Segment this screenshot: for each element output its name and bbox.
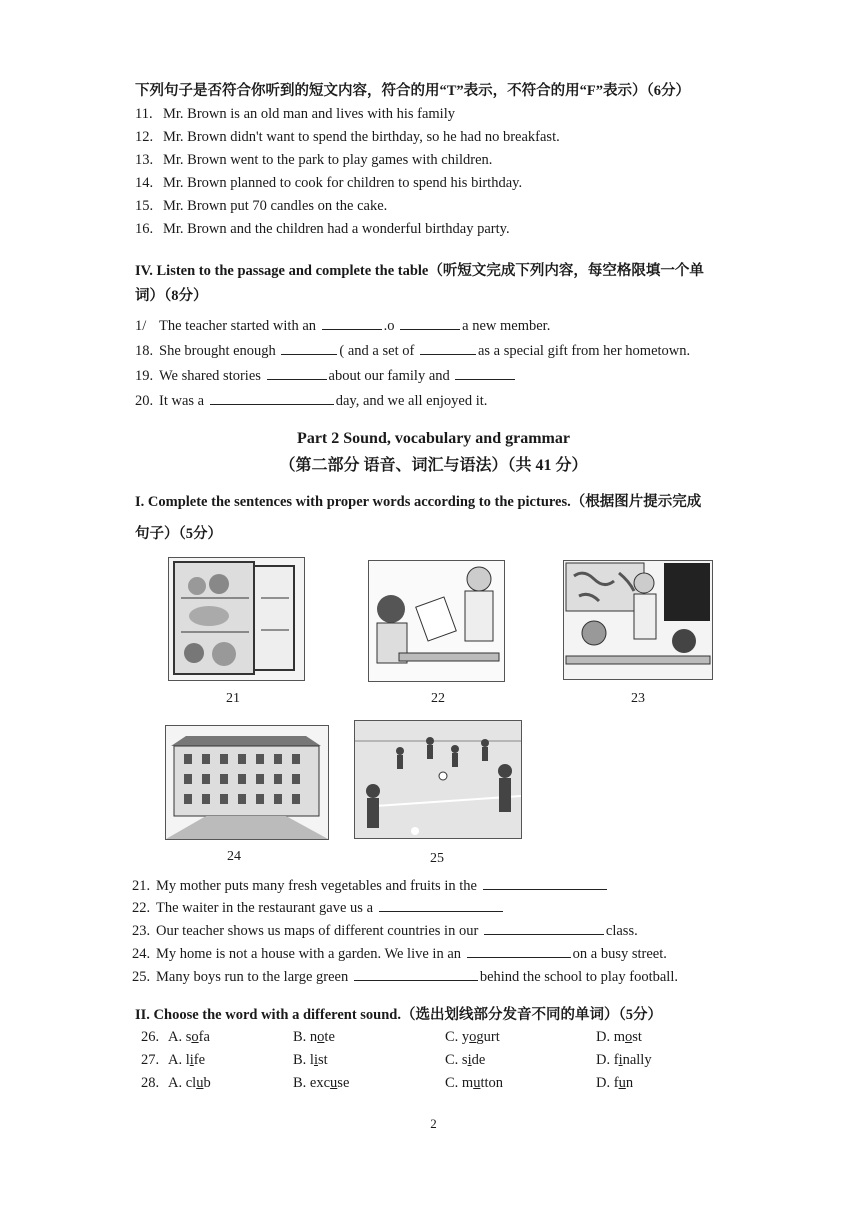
waiter-icon [369,561,504,681]
fill-question-25: 25. Many boys run to the large green behind the school to play football. [132,966,678,986]
football-field-picture [354,720,522,839]
page-number: 2 [430,1116,437,1131]
option-d[interactable]: D. finally [596,1052,652,1068]
answer-blank[interactable] [210,390,334,405]
section-i-heading: I. Complete the sentences with proper words according to the pictures.（根据图片提示完成 [135,494,702,510]
question-number: 28. [141,1075,160,1091]
option-a[interactable]: A. life [168,1052,206,1068]
fill-question-23: 23. Our teacher shows us maps of different countries in our class. [132,920,638,940]
part-subtitle: （第二部分 语音、词汇与语法）（共 41 分） [279,457,588,474]
fridge-icon [169,558,304,680]
option-b[interactable]: B. excuse [293,1075,350,1091]
picture-label: 25 [430,851,444,866]
question-number: 27. [141,1052,160,1068]
fill-question-20: 20. It was a day, and we all enjoyed it. [135,390,487,410]
tf-instruction: 下列句子是否符合你听到的短文内容，符合的用“T”表示，不符合的用“F”表示）（6分） [135,83,691,99]
section-ii-heading: II. Choose the word with a different sound.（选出划线部分发音不同的单词）（5分） [135,1007,662,1023]
picture-label: 24 [227,849,241,864]
section-i-heading-cont: 句子）（5分） [135,526,222,542]
option-c[interactable]: C. side [445,1052,486,1068]
tf-item: 13. Mr. Brown went to the park to play games with children. [135,152,493,168]
answer-blank[interactable] [281,340,337,355]
option-a[interactable]: A. club [168,1075,211,1091]
picture-label: 23 [631,691,645,706]
fill-question-21: 21. My mother puts many fresh vegetables and fruits in the [132,875,609,895]
football-icon [355,721,521,838]
part-title: Part 2 Sound, vocabulary and grammar [297,430,570,447]
tf-item: 12. Mr. Brown didn't want to spend the birthday, so he had no breakfast. [135,129,560,145]
answer-blank[interactable] [379,897,503,912]
fill-question-22: 22. The waiter in the restaurant gave us a [132,897,505,917]
fill-question-17: 1/ The teacher started with an .o a new member. [135,315,550,335]
picture-label: 21 [226,691,240,706]
answer-blank[interactable] [267,365,327,380]
option-b[interactable]: B. list [293,1052,328,1068]
tf-item: 15. Mr. Brown put 70 candles on the cake. [135,198,388,214]
section-iv-heading: IV. Listen to the passage and complete the table（听短文完成下列内容，每空格限填一个单 [135,263,704,279]
apartment-building-picture [165,725,329,840]
waiter-picture [368,560,505,682]
fill-question-24: 24. My home is not a house with a garden. We live in an on a busy street. [132,943,667,963]
answer-blank[interactable] [420,340,476,355]
option-c[interactable]: C. yogurt [445,1029,500,1045]
fill-question-18: 18. She brought enough ( and a set of as a special gift from her hometown. [135,340,690,360]
fill-question-19: 19. We shared stories about our family and [135,365,517,385]
option-b[interactable]: B. note [293,1029,335,1045]
option-a[interactable]: A. sofa [168,1029,210,1045]
world-map-icon [564,561,712,679]
option-c[interactable]: C. mutton [445,1075,504,1091]
answer-blank[interactable] [400,315,460,330]
option-d[interactable]: D. most [596,1029,642,1045]
tf-item: 14. Mr. Brown planned to cook for children to spend his birthday. [135,175,523,191]
question-number: 26. [141,1029,160,1045]
option-d[interactable]: D. fun [596,1075,634,1091]
answer-blank[interactable] [455,365,515,380]
answer-blank[interactable] [354,966,478,981]
answer-blank[interactable] [484,920,604,935]
tf-item: 16. Mr. Brown and the children had a wonderful birthday party. [135,221,510,237]
answer-blank[interactable] [483,875,607,890]
section-iv-heading-cont: 词）（8分） [135,288,208,304]
fridge-picture [168,557,305,681]
building-icon [166,726,328,839]
tf-item: 11. Mr. Brown is an old man and lives with his family [135,106,455,122]
picture-label: 22 [431,691,445,706]
answer-blank[interactable] [322,315,382,330]
classroom-map-picture [563,560,713,680]
answer-blank[interactable] [467,943,571,958]
